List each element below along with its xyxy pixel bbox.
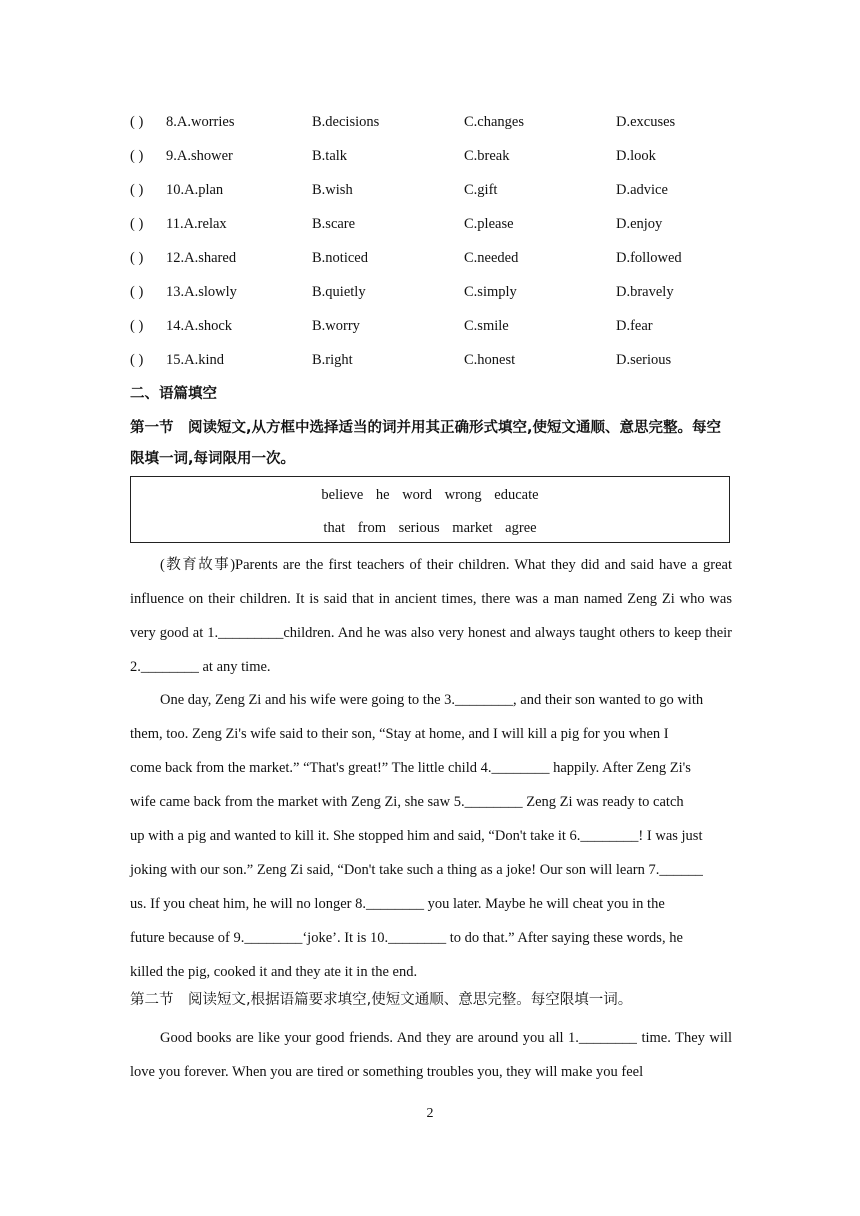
paragraph: Good books are like your good friends. And they are around you all 1.________ time. They will love you forever. When you are tired or something troubles you, they will make you feel [130,1030,732,1080]
option-d: D.enjoy [616,216,663,232]
option-c: C.gift [464,182,498,198]
option-c: C.needed [464,250,519,266]
option-d: D.advice [616,182,668,198]
passage2 [130,1021,732,1089]
option-b: B.decisions [312,114,380,130]
part1-instruction: 第一节 阅读短文,从方框中选择适当的词并用其正确形式填空,使短文通顺、意思完整。每空限填一词,每词限用一次。 [130,420,722,467]
part2-instruction: 第二节 阅读短文,根据语篇要求填空,使短文通顺、意思完整。每空限填一词。 [130,992,633,1008]
word-box-line: that from serious market agree [323,520,537,536]
paragraph: (教育故事)Parents are the first teachers of their children. What they did and said have a great influence on their children. It is said that in ancient times, there was a man named Zeng Zi who was very good at 1._________children. And he was also very honest and always taught others to keep their 2.________ at any time. [130,557,732,675]
choice-row [130,112,740,146]
passage-line: us. If you cheat him, he will no longer 8.________ you later. Maybe he will cheat you in the [130,896,665,912]
option-b: B.scare [312,216,356,232]
section-heading: 二、语篇填空 [130,386,217,402]
answer-blank: ( ) [130,352,144,368]
option-d: D.excuses [616,114,676,130]
option-c: C.smile [464,318,509,334]
option-d: D.fear [616,318,653,334]
passage-line: up with a pig and wanted to kill it. She stopped him and said, “Don't take it 6.________! I was just [130,828,703,844]
choice-row [130,248,740,282]
answer-blank: ( ) [130,284,144,300]
option-b: B.right [312,352,353,368]
option-d: D.bravely [616,284,674,300]
passage-line: future because of 9.________‘joke’. It is 10.________ to do that.” After saying these words, he [130,930,683,946]
option-c: C.please [464,216,514,232]
option-a: 11.A.relax [166,216,227,232]
option-d: D.serious [616,352,672,368]
passage-line: wife came back from the market with Zeng Zi, she saw 5.________ Zeng Zi was ready to catch [130,794,684,810]
option-a: 14.A.shock [166,318,233,334]
option-a: 9.A.shower [166,148,233,164]
choice-row [130,146,740,180]
word-box [130,476,730,543]
choice-list [130,112,740,384]
option-b: B.noticed [312,250,368,266]
passage-line: come back from the market.” “That's great!” The little child 4.________ happily. After Zeng Zi's [130,760,691,776]
option-a: 15.A.kind [166,352,224,368]
option-a: 13.A.slowly [166,284,237,300]
answer-blank: ( ) [130,216,144,232]
passage-line: them, too. Zeng Zi's wife said to their son, “Stay at home, and I will kill a pig for you when I [130,726,669,742]
choice-row [130,350,740,384]
choice-row [130,214,740,248]
passage1-para2 [130,683,732,989]
passage-line: killed the pig, cooked it and they ate it in the end. [130,964,418,980]
option-d: D.followed [616,250,682,266]
passage1-para1 [130,548,732,684]
option-d: D.look [616,148,656,164]
passage-line: joking with our son.” Zeng Zi said, “Don't take such a thing as a joke! Our son will learn 7.______ [130,862,703,878]
option-b: B.quietly [312,284,366,300]
option-b: B.wish [312,182,353,198]
option-a: 10.A.plan [166,182,224,198]
answer-blank: ( ) [130,182,144,198]
option-c: C.honest [464,352,516,368]
option-c: C.simply [464,284,517,300]
passage-line: One day, Zeng Zi and his wife were going to the 3.________, and their son wanted to go with [160,692,704,708]
option-a: 12.A.shared [166,250,237,266]
page-number: 2 [426,1106,434,1121]
word-box-line: believe he word wrong educate [321,487,539,503]
answer-blank: ( ) [130,148,144,164]
option-b: B.talk [312,148,348,164]
choice-row [130,282,740,316]
option-c: C.changes [464,114,524,130]
choice-row [130,316,740,350]
option-c: C.break [464,148,510,164]
answer-blank: ( ) [130,250,144,266]
option-a: 8.A.worries [166,114,235,130]
answer-blank: ( ) [130,318,144,334]
choice-row [130,180,740,214]
option-b: B.worry [312,318,360,334]
answer-blank: ( ) [130,114,144,130]
